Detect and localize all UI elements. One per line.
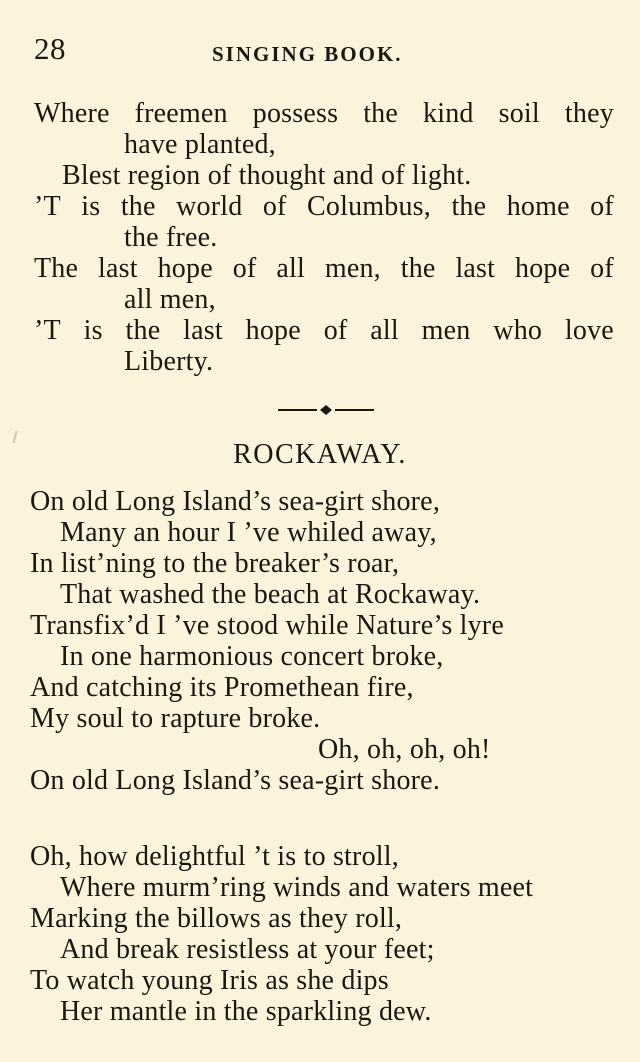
justified-word: the [363,98,399,129]
justified-word: the [451,191,487,222]
first-poem-line-9: Liberty. [124,346,214,377]
justified-word: soil [498,98,540,129]
first-poem-line-6 [34,253,614,285]
justified-word: world [176,191,243,222]
justified-word: men, [324,253,381,284]
rockaway-line-11: Oh, how delightful ’t is to stroll, [30,841,399,872]
justified-word: men [421,315,471,346]
justified-word: of [232,253,257,284]
rockaway-line-6: In one harmonious concert broke, [60,641,444,672]
justified-word: of [323,315,348,346]
justified-word: all [276,253,305,284]
rockaway-refrain: Oh, oh, oh, oh! [318,734,491,765]
rockaway-line-16: Her mantle in the sparkling dew. [60,996,432,1027]
justified-word: ’T [34,315,61,346]
justified-word: love [564,315,614,346]
justified-word: possess [252,98,339,129]
rockaway-line-12: Where murm’ring winds and waters meet [60,872,534,903]
rockaway-line-14: And break resistless at your feet; [60,934,435,965]
justified-word: freemen [134,98,228,129]
first-poem-line-4 [34,191,614,223]
justified-word: hope [515,253,571,284]
rockaway-line-8: My soul to rapture broke. [30,703,321,734]
rockaway-line-15: To watch young Iris as she dips [30,965,389,996]
justified-word: hope [157,253,213,284]
justified-word: last [183,315,223,346]
rockaway-line-2: Many an hour I ’ve whiled away, [60,517,437,548]
first-poem-line-5: the free. [124,222,218,253]
justified-word: kind [423,98,474,129]
first-poem-line-7: all men, [124,284,216,315]
first-poem-line-1 [34,98,614,130]
first-poem-line-8 [34,315,614,347]
justified-word: The [34,253,79,284]
page-number: 28 [34,31,66,66]
justified-word: Where [34,98,110,129]
justified-word: the [125,315,161,346]
justified-word: who [493,315,543,346]
first-poem-line-3: Blest region of thought and of light. [62,160,472,191]
justified-word: they [564,98,614,129]
rockaway-line-5: Transfix’d I ’ve stood while Nature’s lyre [30,610,504,641]
rockaway-line-4: That washed the beach at Rockaway. [60,579,481,610]
running-head: SINGING BOOK. [212,42,403,66]
rockaway-line-1: On old Long Island’s sea-girt shore, [30,486,441,517]
justified-word: last [455,253,496,284]
justified-word: home [506,191,570,222]
justified-word: is [83,315,103,346]
rockaway-line-3: In list’ning to the breaker’s roar, [30,548,400,579]
justified-word: the [400,253,436,284]
justified-word: Columbus, [307,191,431,222]
justified-word: the [120,191,156,222]
justified-word: hope [245,315,301,346]
justified-word: is [81,191,101,222]
first-poem-line-2: have planted, [124,129,276,160]
rockaway-line-7: And catching its Promethean fire, [30,672,414,703]
section-divider-ornament [278,404,374,416]
justified-word: ’T [34,191,61,222]
divider-diamond [320,405,332,415]
rockaway-line-13: Marking the billows as they roll, [30,903,403,934]
justified-word: all [370,315,399,346]
justified-word: of [590,253,614,284]
justified-word: last [98,253,138,284]
justified-word: of [590,191,614,222]
section-title: ROCKAWAY. [233,439,407,470]
rockaway-line-10: On old Long Island’s sea-girt shore. [30,765,441,796]
justified-word: of [262,191,287,222]
